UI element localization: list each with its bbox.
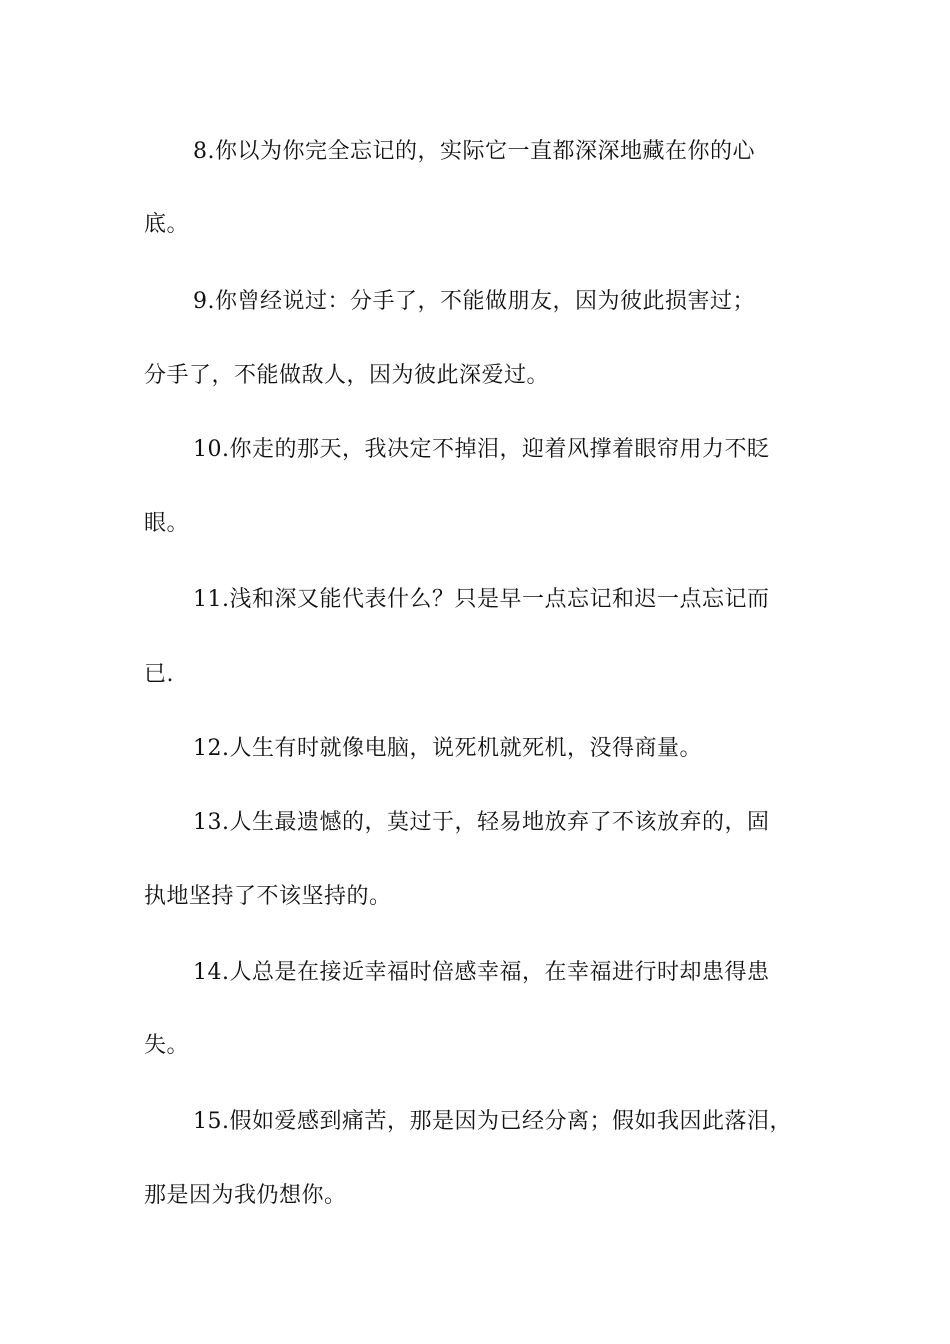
paragraph-15-line-1: 15.假如爱感到痛苦，那是因为已经分离；假如我因此落泪， (193, 1109, 792, 1134)
paragraph-11-line-2: 已. (144, 662, 174, 687)
paragraph-14-line-1: 14.人总是在接近幸福时倍感幸福，在幸福进行时却患得患 (193, 960, 770, 985)
paragraph-10-line-2: 眼。 (144, 511, 190, 536)
paragraph-9-line-1: 9.你曾经说过：分手了，不能做朋友，因为彼此损害过； (193, 289, 755, 314)
paragraph-15-line-2: 那是因为我仍想你。 (144, 1183, 347, 1208)
paragraph-13-line-2: 执地坚持了不该坚持的。 (144, 884, 392, 909)
paragraph-10-line-1: 10.你走的那天，我决定不掉泪，迎着风撑着眼帘用力不眨 (193, 437, 770, 462)
paragraph-11-line-1: 11.浅和深又能代表什么？只是早一点忘记和迟一点忘记而 (193, 587, 770, 612)
paragraph-13-line-1: 13.人生最遗憾的，莫过于，轻易地放弃了不该放弃的，固 (193, 810, 770, 835)
paragraph-9-line-2: 分手了，不能做敌人，因为彼此深爱过。 (144, 363, 550, 388)
paragraph-12-line-1: 12.人生有时就像电脑，说死机就死机，没得商量。 (193, 736, 702, 761)
paragraph-8-line-1: 8.你以为你完全忘记的，实际它一直都深深地藏在你的心 (193, 139, 755, 164)
paragraph-8-line-2: 底。 (144, 212, 190, 237)
paragraph-14-line-2: 失。 (144, 1033, 190, 1058)
